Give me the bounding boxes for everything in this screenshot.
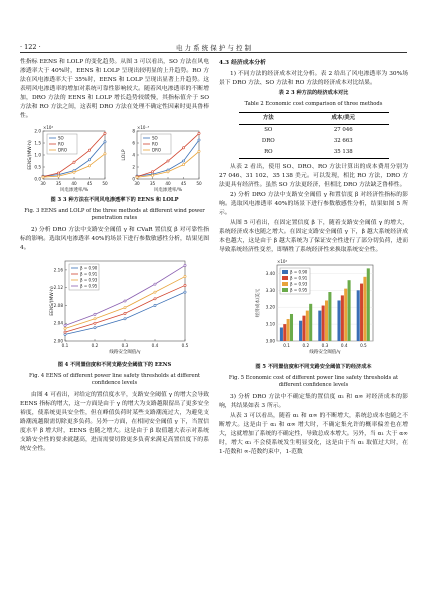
fig4-data-point (183, 284, 185, 286)
fig4-x-tick-label: 0.2 (91, 343, 98, 348)
fig4-x-axis-label: 线路安全阈值/γ (108, 350, 141, 355)
fig4-x-tick-label: 0.5 (181, 343, 188, 348)
fig4-data-point (93, 313, 95, 315)
fig3b-y-axis-label: LOLP (121, 149, 127, 161)
fig4-data-point (123, 307, 125, 309)
fig5-y-tick-label: 3.40 (265, 270, 275, 276)
page-header (0, 0, 427, 52)
fig3b-data-point (197, 132, 199, 134)
fig3a-legend-label: SO (57, 135, 64, 141)
fig5-y-axis-label: 经济成本/美元 (255, 288, 261, 318)
fig4-data-point (153, 298, 155, 300)
figure-5-chart (249, 257, 379, 362)
fig5-legend-label: β = 0.90 (289, 269, 307, 275)
page-number: · 122 · (20, 43, 41, 51)
fig3a-y-tick-label: 0.5 (33, 164, 41, 170)
right-paragraph-6: 从表 3 可以看出，随着 α₁ 和 α∞ 的不断增大，系统总成本也随之不断增大。这是由于 α₁ 和 α∞ 增大时，不确定集允许的概率偏差也在增大，这就增加了系统的不确定性，导致总成本增大。另外，当 α₁ 大于 α∞ 时，增大 α₁ 不会使系统发生明显变化，这是由于当 α₁ 取值过大时，在 1-范数和 ∞-范数约束中，1-范数 (219, 413, 408, 455)
fig5-bar (279, 327, 282, 341)
fig3a-y-tick-label: 1.5 (33, 140, 41, 146)
fig3a-y-multiplier: ×10⁴ (42, 125, 53, 130)
fig3a-data-point (88, 149, 90, 151)
fig5-y-tick-label: 3.20 (265, 304, 275, 310)
fig4-data-point (183, 264, 185, 266)
fig3a-y-tick-label: 2.0 (33, 128, 41, 134)
fig3b-data-point (197, 139, 199, 141)
fig5-bar (309, 304, 312, 341)
fig3b-y-tick-label: 0 (131, 176, 135, 182)
table-2-caption-cn: 表 2 3 种方法的经济成本对比 (278, 90, 349, 96)
table-header-method: 方法 (262, 115, 274, 121)
table-header-cost: 成本/美元 (331, 115, 356, 121)
fig5-bar (356, 290, 359, 341)
fig5-y-multiplier: ×10⁴ (276, 259, 287, 264)
table-row (239, 136, 389, 147)
fig3b-y-tick-label: 2 (131, 164, 135, 170)
fig3b-x-tick-label: 30 (133, 181, 140, 186)
figure-3-chart (25, 123, 205, 195)
table-cell: DRO (261, 138, 275, 144)
fig5-legend-swatch (282, 270, 288, 274)
fig4-legend-label: β = 0.91 (79, 271, 97, 277)
left-paragraph-1: 性指标 EENS 和 LOLP 的变化趋势。从图 3 可以看出，SO 方法在风电渗透率大于 40%时，EENS 和 LOLP 呈现出较明显的上升趋势。RO 方法在风电渗透率大于 35%时，EENS 和 LOLP 呈现出显著上升趋势。这表明风电渗透率的增加对系统可靠性影响较大。随着风电渗透率的不断增加，DRO 方法的 EENS 和 LOLP 增长趋势较缓慢，其指标值介于 SO 方法和 RO 方法之间，这表明 DRO 方法在处理不确定性因素时更具鲁棒性。 (20, 59, 209, 119)
fig4-y-tick-label: 2.12 (53, 285, 63, 291)
fig3a-x-tick-label: 35 (55, 181, 61, 186)
fig3a-y-axis-label: EENS/(MW·h) (27, 140, 33, 170)
fig5-y-tick-label: 3.00 (265, 338, 275, 344)
right-paragraph-1: 1) 不同方法的经济成本对比分析。表 2 给出了风电渗透率为 30%场景下 DRO 方法、SO 方法和 RO 方法的经济成本对比结果。 (219, 71, 408, 86)
fig5-bar (318, 311, 321, 341)
fig4-data-point (63, 333, 65, 335)
fig4-data-point (183, 291, 185, 293)
fig4-data-point (93, 327, 95, 329)
fig5-bar (325, 300, 328, 341)
journal-name: 电 力 系 统 保 护 与 控 制 (175, 44, 252, 52)
fig3b-x-axis-label: 风电渗透率/% (153, 188, 182, 193)
table-row (239, 125, 389, 137)
fig3b-data-point (151, 174, 153, 176)
fig3b-x-tick-label: 45 (180, 181, 186, 186)
fig5-y-tick-label: 3.10 (265, 321, 275, 327)
fig4-legend-label: β = 0.95 (79, 283, 97, 289)
fig3a-legend-label: DRO (57, 147, 67, 153)
fig3a-data-point (88, 165, 90, 167)
fig4-data-point (123, 312, 125, 314)
table-2-caption-en: Table 2 Economic cost comparison of three methods (244, 101, 383, 107)
fig3a-x-tick-label: 50 (101, 181, 108, 186)
fig3a-data-point (103, 141, 105, 143)
fig5-x-tick-label: 0.1 (282, 343, 290, 348)
fig5-legend-label: β = 0.93 (289, 281, 307, 287)
fig5-bar (321, 306, 324, 341)
fig4-y-axis-label: EENS/(MW·h) (49, 286, 55, 316)
figure-5-caption-en: Fig. 5 Economic cost of different power line safety thresholds at different confidence levels (228, 375, 399, 388)
fig3a-x-tick-label: 40 (70, 181, 77, 186)
fig3a-data-point (57, 172, 59, 174)
fig4-x-tick-label: 0.1 (61, 343, 68, 348)
fig4-data-point (63, 327, 65, 329)
right-paragraph-5: 3) 分析 DRO 方法中不确定集的置信度 α₁ 和 α∞ 对经济成本的影响，其结果如表 3 所示。 (219, 394, 408, 409)
fig3a-data-point (72, 161, 74, 163)
fig3b-legend-label: DRO (151, 147, 161, 153)
table-cell: 32 663 (333, 138, 353, 144)
figure-5-caption-cn: 图 5 不同置信度和不同支路安全阈值下的经济成本 (255, 364, 372, 370)
fig5-legend-swatch (282, 276, 288, 280)
fig3b-data-point (182, 147, 184, 149)
fig5-x-tick-label: 0.4 (340, 343, 348, 348)
figure-3-caption-cn: 图 3 3 种方法在不同风电渗透率下的 EENS 和 LOLP (50, 197, 179, 203)
fig4-data-point (183, 275, 185, 277)
fig3b-y-tick-label: 4 (131, 152, 135, 158)
fig3a-x-tick-label: 45 (86, 181, 92, 186)
fig4-x-tick-label: 0.4 (151, 343, 158, 348)
fig5-bar (328, 292, 331, 341)
right-paragraph-2: 从表 2 看出，使用 SO、DRO、RO 方法计算出的成本费用分别为 27 046、31 102、35 138 美元。可以发现，相比 RO 方法，DRO 方法更具有经济性。虽然 SO 方法更经济，但相比 DRO 方法缺乏鲁棒性。 (219, 164, 408, 188)
table-row (239, 147, 389, 159)
fig5-legend-label: β = 0.91 (289, 275, 307, 281)
fig3a-legend-label: RO (57, 141, 64, 147)
fig5-bar (340, 295, 343, 341)
fig3b-data-point (166, 171, 168, 173)
fig4-data-point (93, 318, 95, 320)
fig3b-data-point (135, 176, 137, 178)
figure-3-caption-en: Fig. 3 EENS and LOLP of the three methods at different wind power penetration rates (24, 208, 205, 221)
left-paragraph-3: 由图 4 可看出，对给定的置信度水平，支路安全阈值 γ 的增大会导致 EENS 指标的增大，这一方面是由于 γ 的增大为支路越限留出了更多安全裕度，使系统更具安全性，但在峰值负荷时某些支路潮流过大，为避免支路潮流越限需切除更多负荷。另外一方面，在相同安全阈值 γ 下，当置信度水平 β 增大时，EENS 也随之增大。这是由于 β 取值越大表示对系统支路安全性的要求就越高，进而需要切除更多负荷来满足高置信度下的系统安全性。 (20, 392, 209, 452)
fig3b-data-point (182, 164, 184, 166)
table-cell: 27 046 (333, 127, 353, 133)
fig5-bar (289, 314, 292, 341)
fig3b-data-point (151, 171, 153, 173)
fig5-bar (363, 277, 366, 341)
fig5-x-tick-label: 0.2 (301, 343, 309, 348)
fig4-data-point (123, 318, 125, 320)
fig5-x-axis-label: 线路安全阈值/γ (308, 350, 341, 355)
fig5-bar (305, 311, 308, 341)
fig4-data-point (63, 331, 65, 333)
table-cell: SO (264, 127, 273, 133)
fig3b-data-point (197, 150, 199, 152)
fig3b-y-tick-label: 6 (131, 140, 135, 146)
fig5-bar (286, 319, 289, 341)
figure-4-chart (25, 255, 205, 360)
section-heading: 4.3 经济成本分析 (219, 60, 266, 66)
fig3a-data-point (103, 153, 105, 155)
fig3a-data-point (41, 176, 43, 178)
fig5-x-tick-label: 0.5 (359, 343, 367, 348)
fig4-data-point (123, 300, 125, 302)
fig5-legend-label: β = 0.95 (289, 287, 307, 293)
fig4-data-point (153, 283, 155, 285)
fig4-legend-label: β = 0.90 (79, 265, 97, 271)
fig5-bar (344, 289, 347, 341)
table-cell: RO (264, 149, 273, 155)
fig3b-x-tick-label: 40 (164, 181, 171, 186)
table-2 (239, 112, 389, 159)
figure-4-caption-en: Fig. 4 EENS of different power line safety thresholds at different confidence levels (29, 373, 200, 386)
fig3a-data-point (88, 159, 90, 161)
right-paragraph-4: 从图 5 可看出，在固定置信度 β 下，随着支路安全阈值 γ 的增大，系统经济成本也随之增大。在固定支路安全阈值 γ 下，β 越大系统经济成本也越大，这是由于 β 越大系统为了保证安全性进行了部分切负荷，进而导致系统经济性变差，即牺牲了系统经济性来换取系统安全性。 (219, 220, 408, 253)
fig5-x-tick-label: 0.3 (321, 343, 328, 348)
fig5-bar (302, 316, 305, 341)
fig4-data-point (153, 304, 155, 306)
right-column (219, 58, 408, 458)
table-cell: 35 138 (333, 149, 353, 155)
fig3b-data-point (166, 160, 168, 162)
fig3b-legend-label: SO (151, 135, 158, 141)
fig4-y-tick-label: 2.08 (53, 302, 63, 308)
fig3a-data-point (72, 171, 74, 173)
fig5-bar (360, 284, 363, 341)
fig3b-x-tick-label: 50 (195, 181, 202, 186)
fig5-bar (283, 324, 286, 341)
fig3a-x-tick-label: 30 (39, 181, 46, 186)
figure-4-caption-cn: 图 4 不同置信度和不同支路安全阈值下的 EENS (57, 362, 172, 368)
left-column (20, 58, 209, 455)
fig4-legend-label: β = 0.93 (79, 277, 97, 283)
fig5-y-tick-label: 3.30 (265, 287, 275, 293)
fig4-y-tick-label: 2.04 (53, 320, 63, 326)
fig3b-y-tick-label: 8 (131, 128, 135, 134)
header-rule (20, 52, 407, 53)
fig4-data-point (153, 291, 155, 293)
fig3b-x-tick-label: 35 (149, 181, 155, 186)
fig3b-data-point (182, 160, 184, 162)
fig5-bar (366, 268, 369, 341)
fig3a-data-point (57, 175, 59, 177)
fig5-bar (337, 300, 340, 341)
left-paragraph-2: 2) 分析 DRO 方法中支路安全阈值 γ 和 CVaR 置信度 β 对可靠性指标的影响。选取风电渗透率 40%的场景下进行参数敏感性分析，结果见图 4。 (20, 227, 209, 251)
fig4-y-tick-label: 2.16 (53, 267, 63, 273)
fig5-legend-swatch (282, 282, 288, 286)
fig4-data-point (93, 322, 95, 324)
fig4-x-tick-label: 0.3 (121, 343, 128, 348)
fig3b-legend-label: RO (151, 141, 158, 147)
fig3a-data-point (103, 132, 105, 134)
fig3a-x-axis-label: 风电渗透率/% (59, 188, 88, 193)
fig3a-y-tick-label: 1.0 (33, 152, 41, 158)
fig5-legend-swatch (282, 288, 288, 292)
right-paragraph-3: 2) 分析 DRO 方法中支路安全阈值 γ 和置信度 β 对经济性指标的影响。选取风电渗透率 40%的场景下进行参数敏感性分析，结果如图 5 所示。 (219, 192, 408, 216)
fig3b-y-multiplier: ×10⁻³ (136, 125, 149, 130)
fig3a-y-tick-label: 0.0 (33, 176, 41, 182)
fig5-bar (299, 321, 302, 341)
fig4-data-point (63, 324, 65, 326)
fig5-bar (347, 280, 350, 341)
fig4-y-tick-label: 2.00 (53, 338, 63, 344)
